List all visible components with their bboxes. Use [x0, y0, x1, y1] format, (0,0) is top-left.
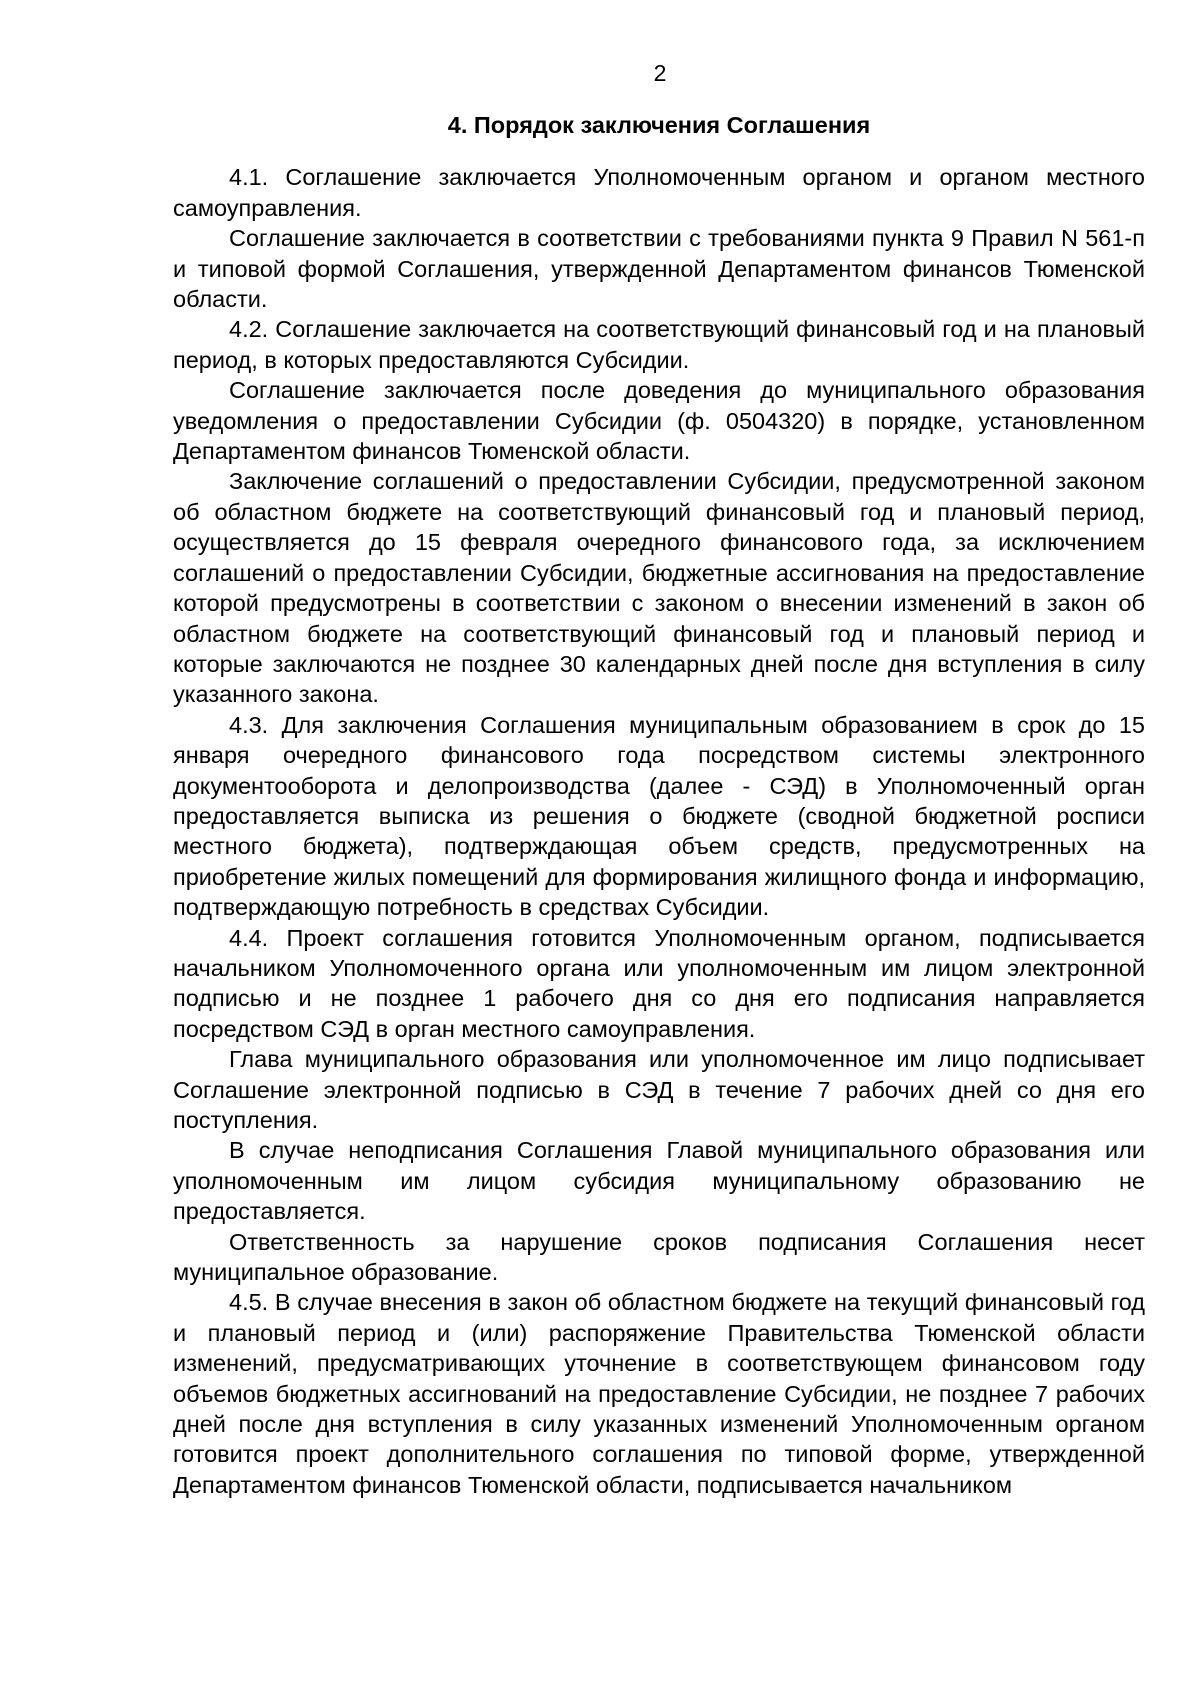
paragraph-4-4: 4.4. Проект соглашения готовится Уполномоченным органом, подписывается начальником Уполномоченного органа или уполномоченным им лицом электронной подписью и не позднее 1 рабочего дня со дня его подписания направляется посредством СЭД в орган местного самоуправления. — [173, 924, 1145, 1042]
paragraph-4-3: 4.3. Для заключения Соглашения муниципальным образованием в срок до 15 января очередного финансового года посредством системы электронного документооборота и делопроизводства (далее - СЭД) в Уполномоченный орган предоставляется выписка из решения о бюджете (сводной бюджетной росписи местного бюджета), подтверждающая объем средств, предусмотренных на приобретение жилых помещений для формирования жилищного фонда и информацию, подтверждающую потребность в средствах Субсидии. — [173, 711, 1145, 921]
paragraph-4-4-responsibility: Ответственность за нарушение сроков подписания Соглашения несет муниципальное образование. — [173, 1228, 1145, 1286]
paragraph-4-2: 4.2. Соглашение заключается на соответствующий финансовый год и на плановый период, в которых предоставляются Субсидии. — [173, 316, 1145, 373]
paragraph-4-2-notice: Соглашение заключается после доведения до муниципального образования уведомления о предоставлении Субсидии (ф. 0504320) в порядке, установленном Департаментом финансов Тюменской области. — [173, 377, 1145, 465]
document-body — [173, 110, 1145, 1500]
paragraph-4-5: 4.5. В случае внесения в закон об областном бюджете на текущий финансовый год и плановый период и (или) распоряжение Правительства Тюменской области изменений, предусматривающих уточнение в соответствующем финансовом году объемов бюджетных ассигнований на предоставление Субсидии, не позднее 7 рабочих дней после дня вступления в силу указанных изменений Уполномоченным органом готовится проект дополнительного соглашения по типовой форме, утвержденной Департаментом финансов Тюменской области, подписывается начальником — [173, 1289, 1145, 1498]
paragraph-4-2-deadline: Заключение соглашений о предоставлении Субсидии, предусмотренной законом об областном бюджете на соответствующий финансовый год и плановый период, осуществляется до 15 февраля очередного финансового года, за исключением соглашений о предоставлении Субсидии, бюджетные ассигнования на предоставление которой предусмотрены в соответствии с законом о внесении изменений в закон об областном бюджете на соответствующий финансовый год и плановый период и которые заключаются не позднее 30 календарных дней после дня вступления в силу указанного закона. — [173, 468, 1145, 708]
paragraph-4-4-signing: Глава муниципального образования или уполномоченное им лицо подписывает Соглашение электронной подписью в СЭД в течение 7 рабочих дней со дня его поступления. — [173, 1046, 1145, 1133]
paragraph-4-1: 4.1. Соглашение заключается Уполномоченным органом и органом местного самоуправления. — [173, 164, 1145, 221]
section-heading: 4. Порядок заключения Соглашения — [447, 112, 871, 138]
paragraph-4-4-refusal: В случае неподписания Соглашения Главой муниципального образования или уполномоченным им лицом субсидия муниципальному образованию не предоставляется. — [173, 1137, 1145, 1225]
paragraph-4-1-form: Соглашение заключается в соответствии с требованиями пункта 9 Правил N 561-п и типовой формой Соглашения, утвержденной Департаментом финансов Тюменской области. — [173, 225, 1145, 313]
page-number: 2 — [653, 60, 667, 86]
